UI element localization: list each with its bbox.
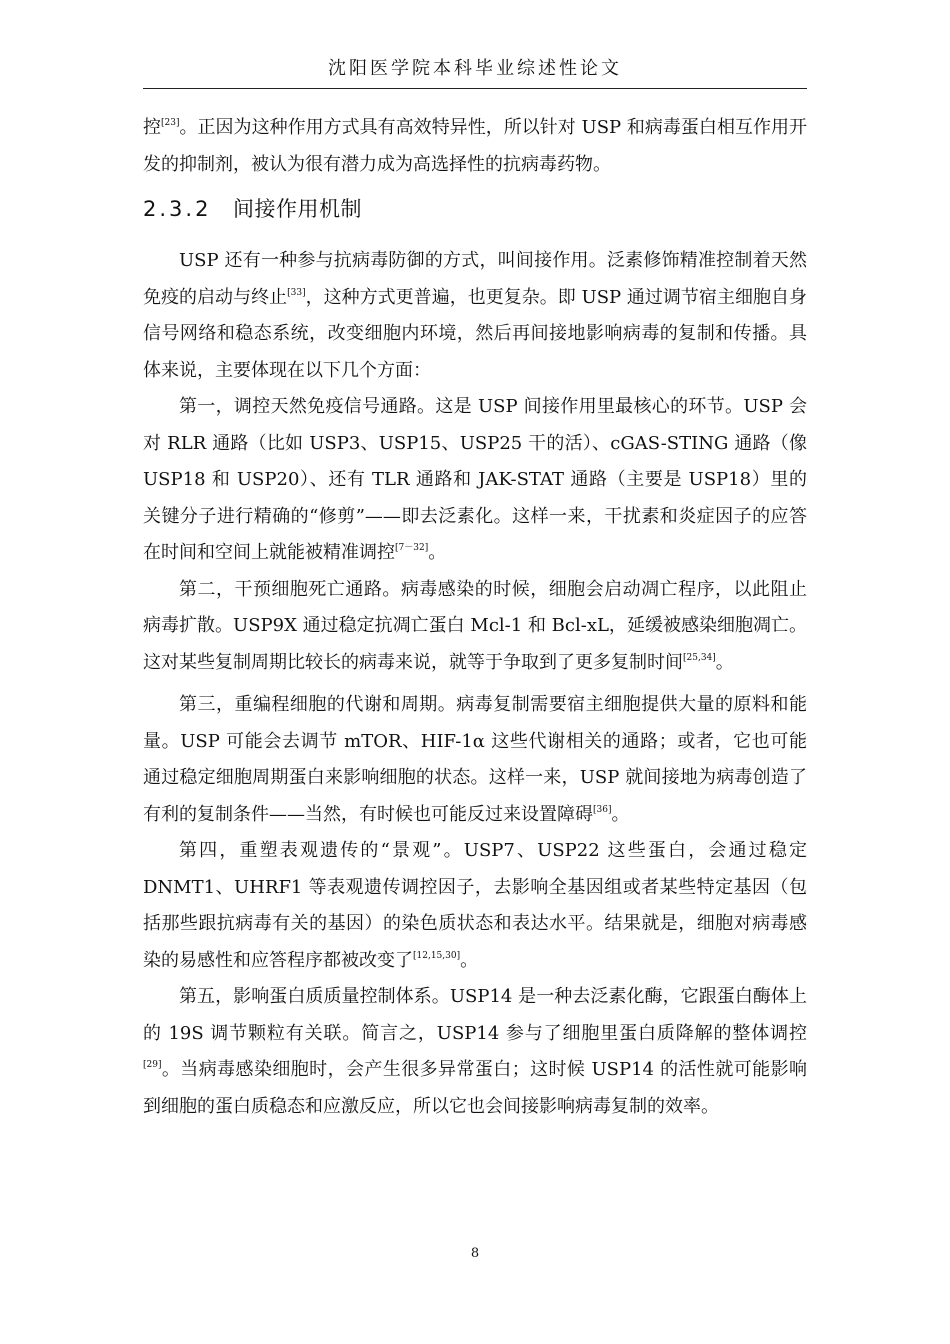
section-heading xyxy=(143,191,807,227)
page-body xyxy=(143,110,807,1125)
paragraph-continuation xyxy=(143,110,807,183)
paragraph-text: 。 xyxy=(715,651,734,673)
paragraph-second xyxy=(143,572,807,682)
page-number: 8 xyxy=(470,1246,480,1261)
paragraph-first xyxy=(143,389,807,572)
paragraph-text: 。正因为这种作用方式具有高效特异性，所以针对 USP 和病毒蛋白相互作用开发的抑制剂，被认为很有潜力成为高选择性的抗病毒药物。 xyxy=(143,117,807,175)
paragraph-text: 第五，影响蛋白质质量控制体系。USP14 是一种去泛素化酶，它跟蛋白酶体上的 19S 调节颗粒有关联。简言之，USP14 参与了细胞里蛋白质降解的整体调控 xyxy=(143,986,807,1044)
section-number: 2.3.2 xyxy=(143,197,212,221)
paragraph-text: 第一，调控天然免疫信号通路。这是 USP 间接作用里最核心的环节。USP 会对 RLR 通路（比如 USP3、USP15、USP25 干的活）、cGAS-STING 通路（像 USP18 和 USP20）、还有 TLR 通路和 JAK-STAT 通路（主要是 USP18）里的关键分子进行精确的“修剪”——即去泛素化。这样一来，干扰素和炎症因子的应答在时间和空间上就能被精准调控 xyxy=(143,396,807,563)
citation: [7－32] xyxy=(395,543,429,553)
paragraph-text: 。 xyxy=(460,949,479,971)
paragraph-text: 。 xyxy=(611,803,630,825)
citation: [23] xyxy=(161,118,180,128)
paragraph-text: 。 xyxy=(428,542,447,563)
citation: [36] xyxy=(593,804,612,815)
paragraph-intro xyxy=(143,243,807,389)
section-title: 间接作用机制 xyxy=(233,197,362,221)
paragraph-text: 。当病毒感染细胞时，会产生很多异常蛋白；这时候 USP14 的活性就可能影响到细胞的蛋白质稳态和应激反应，所以它也会间接影响病毒复制的效率。 xyxy=(143,1059,807,1117)
running-header: 沈阳医学院本科毕业综述性论文 xyxy=(328,58,622,79)
paragraph-text: USP 还有一种参与抗病毒防御的方式，叫间接作用。泛素修饰精准控制着天然免疫的启动与终止 xyxy=(143,250,807,308)
paragraph-text: 控 xyxy=(143,117,162,138)
paragraph-text: ，这种方式更普遍，也更复杂。即 USP 通过调节宿主细胞自身信号网络和稳态系统，改变细胞内环境，然后再间接地影响病毒的复制和传播。具体来说，主要体现在以下几个方面： xyxy=(143,286,807,381)
paragraph-third xyxy=(143,687,807,833)
paragraph-text: 第四，重塑表观遗传的“景观”。USP7、USP22 这些蛋白，会通过稳定 DNMT1、UHRF1 等表观遗传调控因子，去影响全基因组或者某些特定基因（包括那些跟抗病毒有关的基因）的染色质状态和表达水平。结果就是，细胞对病毒感染的易感性和应答程序都被改变了 xyxy=(143,840,807,971)
paragraph-text: 第二，干预细胞死亡通路。病毒感染的时候，细胞会启动凋亡程序，以此阻止病毒扩散。USP9X 通过稳定抗凋亡蛋白 Mcl-1 和 Bcl-xL，延缓被感染细胞凋亡。这对某些复制周期比较长的病毒来说，就等于争取到了更多复制时间 xyxy=(143,578,807,673)
citation: [25,34] xyxy=(683,652,716,663)
paragraph-fourth xyxy=(143,833,807,979)
citation: [29] xyxy=(143,1060,162,1070)
citation: [12,15,30] xyxy=(413,950,461,961)
paragraph-text: 第三，重编程细胞的代谢和周期。病毒复制需要宿主细胞提供大量的原料和能量。USP 可能会去调节 mTOR、HIF-1α 这些代谢相关的通路；或者，它也可能通过稳定细胞周期蛋白来影响细胞的状态。这样一来，USP 就间接地为病毒创造了有利的复制条件——当然，有时候也可能反过来设置障碍 xyxy=(143,694,807,825)
paragraph-fifth xyxy=(143,979,807,1125)
header-rule xyxy=(143,88,807,89)
citation: [33] xyxy=(287,287,306,298)
